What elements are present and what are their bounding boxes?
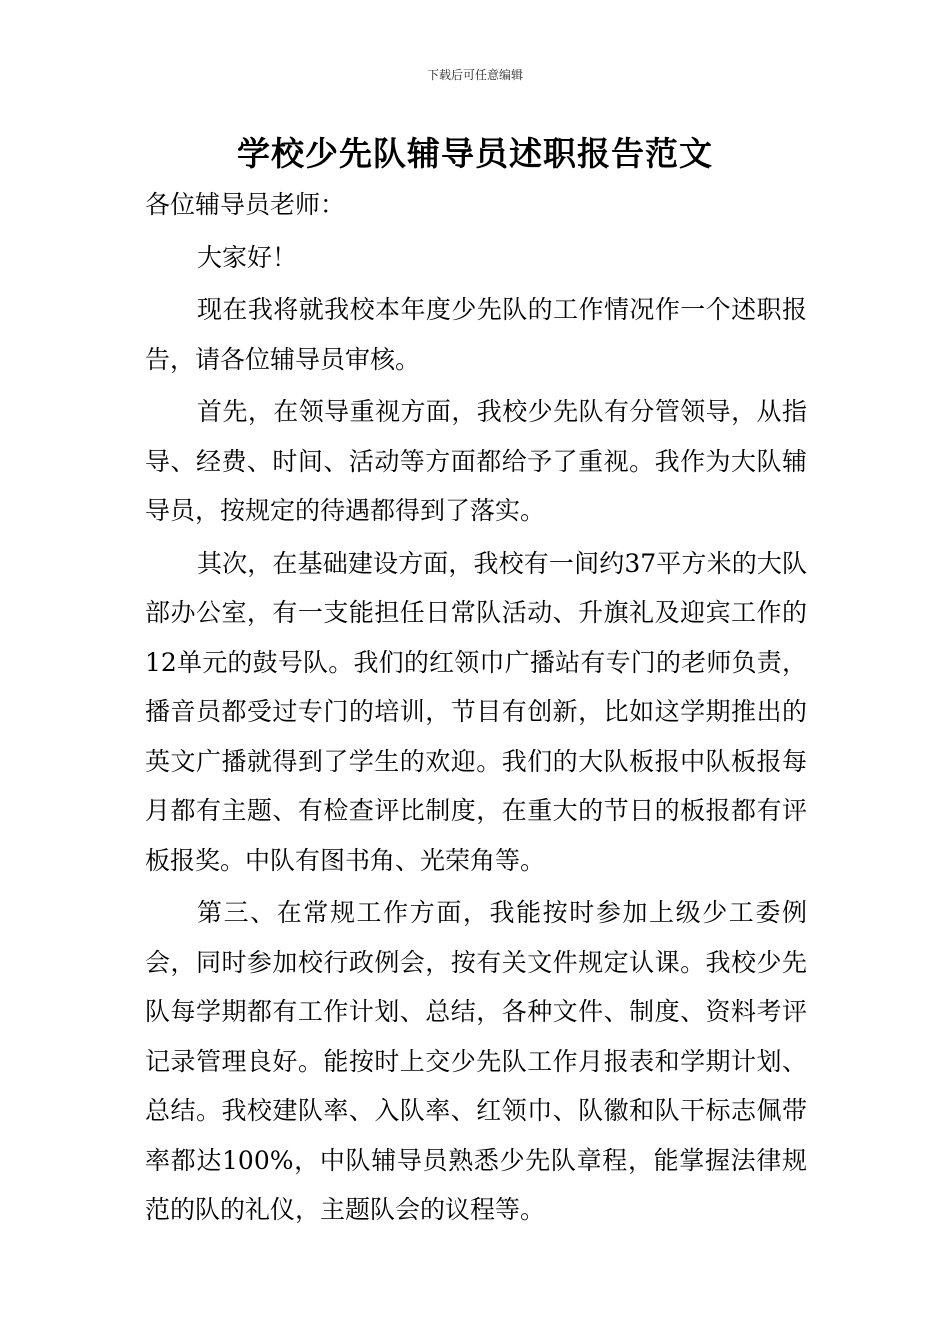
- paragraph: 第三、在常规工作方面，我能按时参加上级少工委例会，同时参加校行政例会，按有关文件规定认课。我校少先队每学期都有工作计划、总结，各种文件、制度、资料考评记录管理良好。能按时上交少先队工作月报表和学期计划、总结。我校建队率、入队率、红领巾、队徽和队干标志佩带率都达100%，中队辅导员熟悉少先队章程，能掌握法律规范的队的礼仪，主题队会的议程等。: [145, 898, 807, 1224]
- salutation: 各位辅导员老师：: [145, 190, 346, 219]
- greeting: 大家好！: [197, 242, 298, 272]
- page-title: 学校少先队辅导员述职报告范文: [237, 134, 713, 173]
- header-note: 下载后可任意编辑: [426, 68, 523, 82]
- paragraph: 其次，在基础建设方面，我校有一间约37平方米的大队部办公室，有一支能担任日常队活动、升旗礼及迎宾工作的12单元的鼓号队。我们的红领巾广播站有专门的老师负责，播音员都受过专门的培训，节目有创新，比如这学期推出的英文广播就得到了学生的欢迎。我们的大队板报中队板报每月都有主题、有检查评比制度，在重大的节日的板报都有评板报奖。中队有图书角、光荣角等。: [145, 548, 807, 875]
- paragraph: 首先，在领导重视方面，我校少先队有分管领导，从指导、经费、时间、活动等方面都给予了重视。我作为大队辅导员，按规定的待遇都得到了落实。: [145, 397, 807, 525]
- document-body: [145, 180, 807, 1235]
- paragraph: 现在我将就我校本年度少先队的工作情况作一个述职报告，请各位辅导员审核。: [145, 295, 807, 374]
